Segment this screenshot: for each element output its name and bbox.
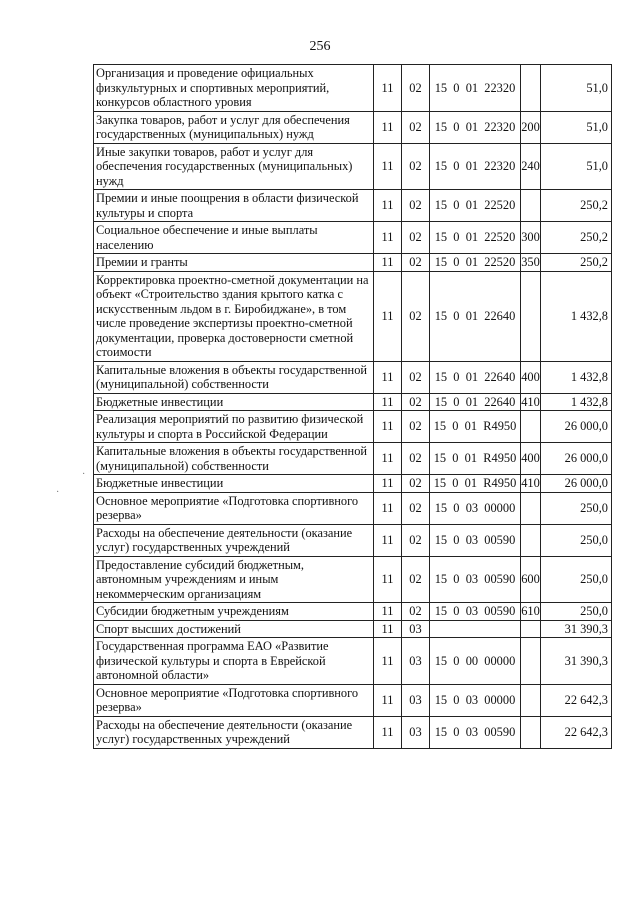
row-name-cell: Социальное обеспечение и иные выплаты населению bbox=[94, 222, 374, 254]
scan-dot-mark: · bbox=[56, 487, 60, 498]
row-target-article-cell: 15 0 03 00000 bbox=[430, 492, 521, 524]
row-subsection-cell: 02 bbox=[402, 111, 430, 143]
row-amount-cell: 26 000,0 bbox=[541, 411, 612, 443]
row-subsection-cell: 03 bbox=[402, 638, 430, 685]
table-row bbox=[94, 603, 612, 621]
row-amount-cell: 250,0 bbox=[541, 492, 612, 524]
row-target-article-cell: 15 0 03 00590 bbox=[430, 716, 521, 748]
row-expense-type-cell bbox=[521, 65, 541, 112]
table-row bbox=[94, 111, 612, 143]
row-target-article-cell: 15 0 01 R4950 bbox=[430, 443, 521, 475]
row-target-article-cell: 15 0 00 00000 bbox=[430, 638, 521, 685]
row-name-cell: Капитальные вложения в объекты государственной (муниципальной) собственности bbox=[94, 361, 374, 393]
row-expense-type-cell: 240 bbox=[521, 143, 541, 190]
row-expense-type-cell: 600 bbox=[521, 556, 541, 603]
row-subsection-cell: 02 bbox=[402, 603, 430, 621]
row-amount-cell: 250,2 bbox=[541, 222, 612, 254]
row-amount-cell: 1 432,8 bbox=[541, 271, 612, 361]
row-name-cell: Расходы на обеспечение деятельности (оказание услуг) государственных учреждений bbox=[94, 716, 374, 748]
row-expense-type-cell: 300 bbox=[521, 222, 541, 254]
row-amount-cell: 51,0 bbox=[541, 65, 612, 112]
row-subsection-cell: 03 bbox=[402, 620, 430, 638]
row-subsection-cell: 02 bbox=[402, 443, 430, 475]
row-expense-type-cell bbox=[521, 638, 541, 685]
row-expense-type-cell bbox=[521, 190, 541, 222]
row-expense-type-cell bbox=[521, 524, 541, 556]
row-name-cell: Закупка товаров, работ и услуг для обеспечения государственных (муниципальных) нужд bbox=[94, 111, 374, 143]
row-target-article-cell: 15 0 01 22320 bbox=[430, 143, 521, 190]
row-expense-type-cell: 400 bbox=[521, 361, 541, 393]
table-row bbox=[94, 411, 612, 443]
row-subsection-cell: 03 bbox=[402, 684, 430, 716]
row-target-article-cell: 15 0 01 22640 bbox=[430, 361, 521, 393]
row-subsection-cell: 02 bbox=[402, 393, 430, 411]
row-name-cell: Спорт высших достижений bbox=[94, 620, 374, 638]
row-section-cell: 11 bbox=[374, 556, 402, 603]
budget-table bbox=[93, 64, 612, 749]
row-section-cell: 11 bbox=[374, 492, 402, 524]
table-row bbox=[94, 393, 612, 411]
row-target-article-cell: 15 0 01 R4950 bbox=[430, 475, 521, 493]
row-amount-cell: 22 642,3 bbox=[541, 716, 612, 748]
row-expense-type-cell bbox=[521, 411, 541, 443]
row-expense-type-cell bbox=[521, 716, 541, 748]
row-name-cell: Основное мероприятие «Подготовка спортивного резерва» bbox=[94, 684, 374, 716]
row-name-cell: Капитальные вложения в объекты государственной (муниципальной) собственности bbox=[94, 443, 374, 475]
row-name-cell: Иные закупки товаров, работ и услуг для обеспечения государственных (муниципальных) нужд bbox=[94, 143, 374, 190]
row-amount-cell: 51,0 bbox=[541, 111, 612, 143]
row-section-cell: 11 bbox=[374, 254, 402, 272]
table-row bbox=[94, 716, 612, 748]
budget-table-body bbox=[94, 65, 612, 749]
row-subsection-cell: 02 bbox=[402, 190, 430, 222]
row-section-cell: 11 bbox=[374, 684, 402, 716]
row-section-cell: 11 bbox=[374, 111, 402, 143]
budget-table-container bbox=[93, 64, 611, 749]
row-target-article-cell: 15 0 01 22520 bbox=[430, 190, 521, 222]
row-subsection-cell: 02 bbox=[402, 411, 430, 443]
row-target-article-cell bbox=[430, 620, 521, 638]
row-subsection-cell: 02 bbox=[402, 361, 430, 393]
table-row bbox=[94, 143, 612, 190]
row-name-cell: Бюджетные инвестиции bbox=[94, 393, 374, 411]
row-section-cell: 11 bbox=[374, 716, 402, 748]
row-amount-cell: 31 390,3 bbox=[541, 620, 612, 638]
table-row bbox=[94, 254, 612, 272]
table-row bbox=[94, 475, 612, 493]
table-row bbox=[94, 190, 612, 222]
row-subsection-cell: 02 bbox=[402, 524, 430, 556]
row-amount-cell: 51,0 bbox=[541, 143, 612, 190]
row-expense-type-cell bbox=[521, 620, 541, 638]
row-section-cell: 11 bbox=[374, 475, 402, 493]
row-name-cell: Корректировка проектно-сметной документации на объект «Строительство здания крытого катка с искусственным льдом в г. Биробиджане», в том числе проведение экспертизы проектно-сметной документации, проверка достоверности сметной стоимости bbox=[94, 271, 374, 361]
row-amount-cell: 26 000,0 bbox=[541, 475, 612, 493]
row-target-article-cell: 15 0 03 00590 bbox=[430, 556, 521, 603]
row-name-cell: Бюджетные инвестиции bbox=[94, 475, 374, 493]
row-name-cell: Организация и проведение официальных физкультурных и спортивных мероприятий, конкурсов областного уровия bbox=[94, 65, 374, 112]
row-section-cell: 11 bbox=[374, 638, 402, 685]
row-target-article-cell: 15 0 01 22520 bbox=[430, 254, 521, 272]
row-amount-cell: 1 432,8 bbox=[541, 361, 612, 393]
row-target-article-cell: 15 0 01 22320 bbox=[430, 111, 521, 143]
row-amount-cell: 250,2 bbox=[541, 254, 612, 272]
row-section-cell: 11 bbox=[374, 222, 402, 254]
row-amount-cell: 250,0 bbox=[541, 524, 612, 556]
row-subsection-cell: 02 bbox=[402, 222, 430, 254]
table-row bbox=[94, 361, 612, 393]
row-section-cell: 11 bbox=[374, 443, 402, 475]
row-name-cell: Основное мероприятие «Подготовка спортивного резерва» bbox=[94, 492, 374, 524]
row-target-article-cell: 15 0 01 22520 bbox=[430, 222, 521, 254]
table-row bbox=[94, 524, 612, 556]
row-section-cell: 11 bbox=[374, 393, 402, 411]
row-name-cell: Предоставление субсидий бюджетным, автономным учреждениям и иным некоммерческим организациям bbox=[94, 556, 374, 603]
row-name-cell: Субсидии бюджетным учреждениям bbox=[94, 603, 374, 621]
row-name-cell: Государственная программа ЕАО «Развитие физической культуры и спорта в Еврейской автономной области» bbox=[94, 638, 374, 685]
row-expense-type-cell: 200 bbox=[521, 111, 541, 143]
row-subsection-cell: 02 bbox=[402, 475, 430, 493]
row-section-cell: 11 bbox=[374, 603, 402, 621]
row-target-article-cell: 15 0 03 00000 bbox=[430, 684, 521, 716]
row-subsection-cell: 02 bbox=[402, 143, 430, 190]
row-subsection-cell: 03 bbox=[402, 716, 430, 748]
row-subsection-cell: 02 bbox=[402, 271, 430, 361]
row-amount-cell: 26 000,0 bbox=[541, 443, 612, 475]
row-subsection-cell: 02 bbox=[402, 492, 430, 524]
row-section-cell: 11 bbox=[374, 65, 402, 112]
row-name-cell: Реализация мероприятий по развитию физической культуры и спорта в Российской Федерации bbox=[94, 411, 374, 443]
row-section-cell: 11 bbox=[374, 143, 402, 190]
row-section-cell: 11 bbox=[374, 361, 402, 393]
row-section-cell: 11 bbox=[374, 620, 402, 638]
row-expense-type-cell: 350 bbox=[521, 255, 540, 269]
row-section-cell: 11 bbox=[374, 524, 402, 556]
row-expense-type-cell bbox=[521, 492, 541, 524]
row-name-cell: Премии и иные поощрения в области физической культуры и спорта bbox=[94, 190, 374, 222]
row-amount-cell: 250,0 bbox=[541, 556, 612, 603]
row-amount-cell: 22 642,3 bbox=[541, 684, 612, 716]
table-row bbox=[94, 65, 612, 112]
row-target-article-cell: 15 0 01 22640 bbox=[430, 271, 521, 361]
table-row bbox=[94, 684, 612, 716]
row-expense-type-cell: 410 bbox=[521, 394, 540, 409]
row-amount-cell: 250,0 bbox=[541, 603, 612, 621]
row-subsection-cell: 02 bbox=[402, 254, 430, 272]
row-section-cell: 11 bbox=[374, 411, 402, 443]
row-target-article-cell: 15 0 03 00590 bbox=[430, 603, 521, 621]
row-section-cell: 11 bbox=[374, 271, 402, 361]
table-row bbox=[94, 620, 612, 638]
scan-dot-mark: · bbox=[82, 469, 86, 480]
row-section-cell: 11 bbox=[374, 190, 402, 222]
row-amount-cell: 1 432,8 bbox=[541, 393, 612, 411]
row-expense-type-cell: 400 bbox=[521, 443, 541, 475]
row-amount-cell: 250,2 bbox=[541, 190, 612, 222]
row-subsection-cell: 02 bbox=[402, 556, 430, 603]
table-row bbox=[94, 556, 612, 603]
table-row bbox=[94, 222, 612, 254]
row-expense-type-cell: 410 bbox=[521, 476, 540, 490]
row-name-cell: Премии и гранты bbox=[94, 254, 374, 272]
row-expense-type-cell bbox=[521, 271, 541, 361]
table-row bbox=[94, 271, 612, 361]
row-expense-type-cell: 610 bbox=[521, 604, 540, 618]
row-target-article-cell: 15 0 01 22640 bbox=[430, 393, 521, 411]
row-target-article-cell: 15 0 03 00590 bbox=[430, 524, 521, 556]
row-target-article-cell: 15 0 01 22320 bbox=[430, 65, 521, 112]
row-target-article-cell: 15 0 01 R4950 bbox=[430, 411, 521, 443]
row-expense-type-cell bbox=[521, 684, 541, 716]
table-row bbox=[94, 443, 612, 475]
row-subsection-cell: 02 bbox=[402, 65, 430, 112]
table-row bbox=[94, 492, 612, 524]
page-number: 256 bbox=[309, 39, 331, 54]
row-amount-cell: 31 390,3 bbox=[541, 638, 612, 685]
table-row bbox=[94, 638, 612, 685]
row-name-cell: Расходы на обеспечение деятельности (оказание услуг) государственных учреждений bbox=[94, 524, 374, 556]
